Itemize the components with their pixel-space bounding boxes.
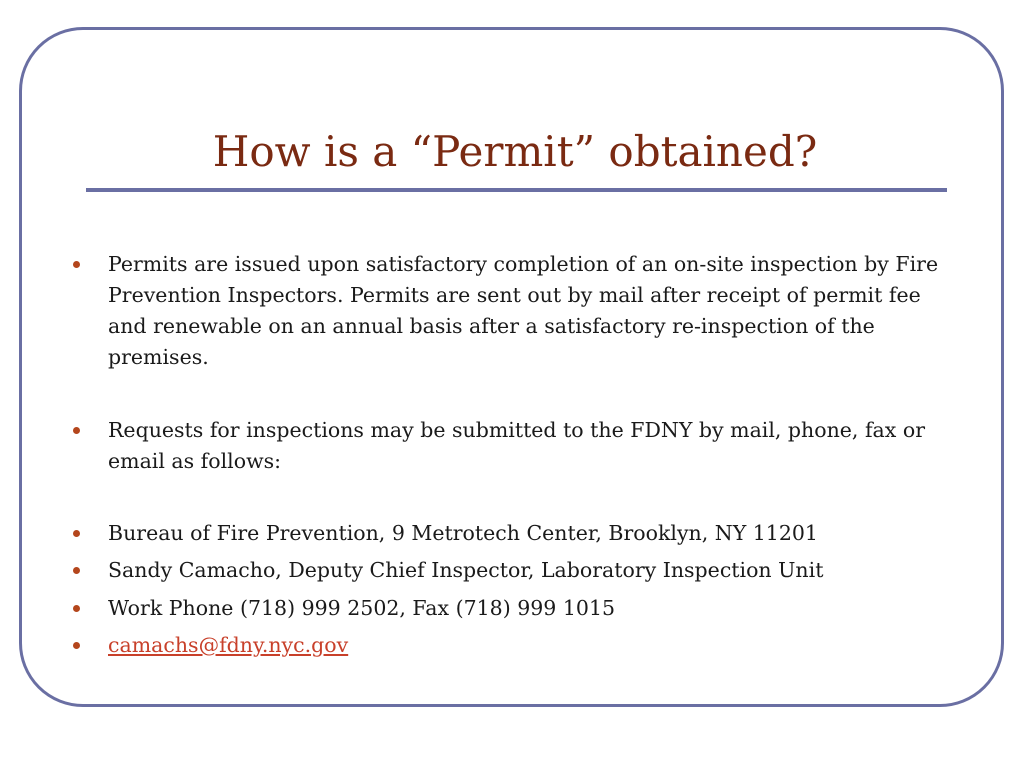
bullet-text: Sandy Camacho, Deputy Chief Inspector, Laboratory Inspection Unit — [108, 558, 824, 582]
bullet-text: Work Phone (718) 999 2502, Fax (718) 999 1015 — [108, 596, 616, 620]
bullet-dot-icon — [73, 261, 80, 268]
bullet-dot-icon — [73, 642, 80, 649]
bullet-text: Requests for inspections may be submitted to the FDNY by mail, phone, fax or email as follows: — [108, 418, 925, 473]
bullet-item-email — [108, 630, 956, 661]
bullet-dot-icon — [73, 567, 80, 574]
bullet-dot-icon — [73, 530, 80, 537]
bullet-item-inspection-requests — [108, 415, 956, 477]
bullet-text: Permits are issued upon satisfactory completion of an on-site inspection by Fire Prevention Inspectors. Permits are sent out by mail after receipt of permit fee and renewable on an annual basis after a satisfactory re-inspection of the premises. — [108, 252, 939, 369]
bullet-item-phone-fax — [108, 593, 956, 624]
bullet-text: Bureau of Fire Prevention, 9 Metrotech Center, Brooklyn, NY 11201 — [108, 521, 818, 545]
bullet-item-bureau-address — [108, 518, 956, 549]
bullet-dot-icon — [73, 427, 80, 434]
bullet-item-permit-issuance — [108, 249, 956, 373]
bullet-item-contact-name — [108, 555, 956, 586]
email-link[interactable]: camachs@fdny.nyc.gov — [108, 633, 349, 657]
slide-title: How is a “Permit” obtained? — [212, 127, 818, 176]
bullet-dot-icon — [73, 605, 80, 612]
